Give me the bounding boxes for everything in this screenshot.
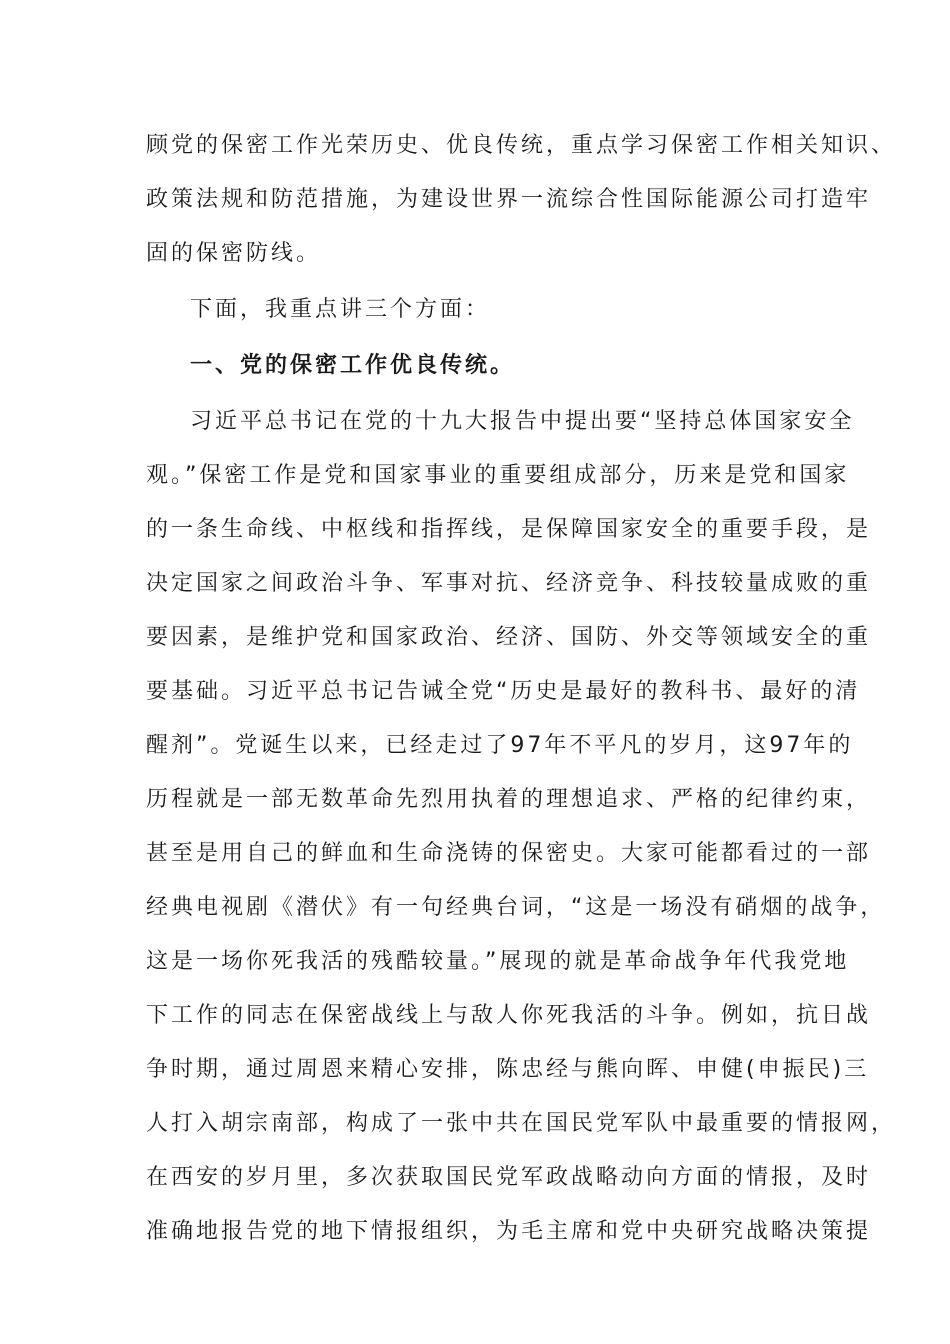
paragraph-line: 人打入胡宗南部，构成了一张中共在国民党军队中最重要的情报网，	[146, 1111, 897, 1136]
paragraph-line: 醒剂”。党诞生以来，已经走过了97年不平凡的岁月，这97年的	[146, 733, 854, 758]
paragraph-line: 政策法规和防范措施，为建设世界一流综合性国际能源公司打造牢	[146, 187, 872, 212]
paragraph-line: 的一条生命线、中枢线和指挥线，是保障国家安全的重要手段，是	[146, 517, 872, 542]
paragraph-line: 准确地报告党的地下情报组织，为毛主席和党中央研究战略决策提	[146, 1219, 872, 1244]
paragraph-line: 要基础。习近平总书记告诫全党“历史是最好的教科书、最好的清	[146, 679, 861, 704]
paragraph-line: 要因素，是维护党和国家政治、经济、国防、外交等领域安全的重	[146, 625, 872, 650]
paragraph-line: 习近平总书记在党的十九大报告中提出要“坚持总体国家安全	[190, 409, 855, 434]
paragraph-line: 甚至是用自己的鲜血和生命浇铸的保密史。大家可能都看过的一部	[146, 841, 872, 866]
paragraph-line: 下面，我重点讲三个方面：	[190, 297, 491, 322]
paragraph-line: 历程就是一部无数革命先烈用执着的理想追求、严格的纪律约束，	[146, 787, 872, 812]
paragraph-line: 下工作的同志在保密战线上与敌人你死我活的斗争。例如，抗日战	[146, 1003, 872, 1028]
paragraph-line: 顾党的保密工作光荣历史、优良传统，重点学习保密工作相关知识、	[146, 133, 897, 158]
section-heading: 一、党的保密工作优良传统。	[190, 353, 516, 378]
paragraph-line: 决定国家之间政治斗争、军事对抗、经济竞争、科技较量成败的重	[146, 571, 872, 596]
paragraph-line: 经典电视剧《潜伏》有一句经典台词，“这是一场没有硝烟的战争，	[146, 895, 886, 920]
paragraph-line: 观。”保密工作是党和国家事业的重要组成部分，历来是党和国家	[146, 463, 850, 488]
paragraph-line: 争时期，通过周恩来精心安排，陈忠经与熊向晖、申健(申振民)三	[146, 1057, 870, 1082]
paragraph-line: 在西安的岁月里，多次获取国民党军政战略动向方面的情报，及时	[146, 1165, 872, 1190]
paragraph-line: 这是一场你死我活的残酷较量。”展现的就是革命战争年代我党地	[146, 949, 850, 974]
paragraph-line: 固的保密防线。	[146, 241, 322, 266]
